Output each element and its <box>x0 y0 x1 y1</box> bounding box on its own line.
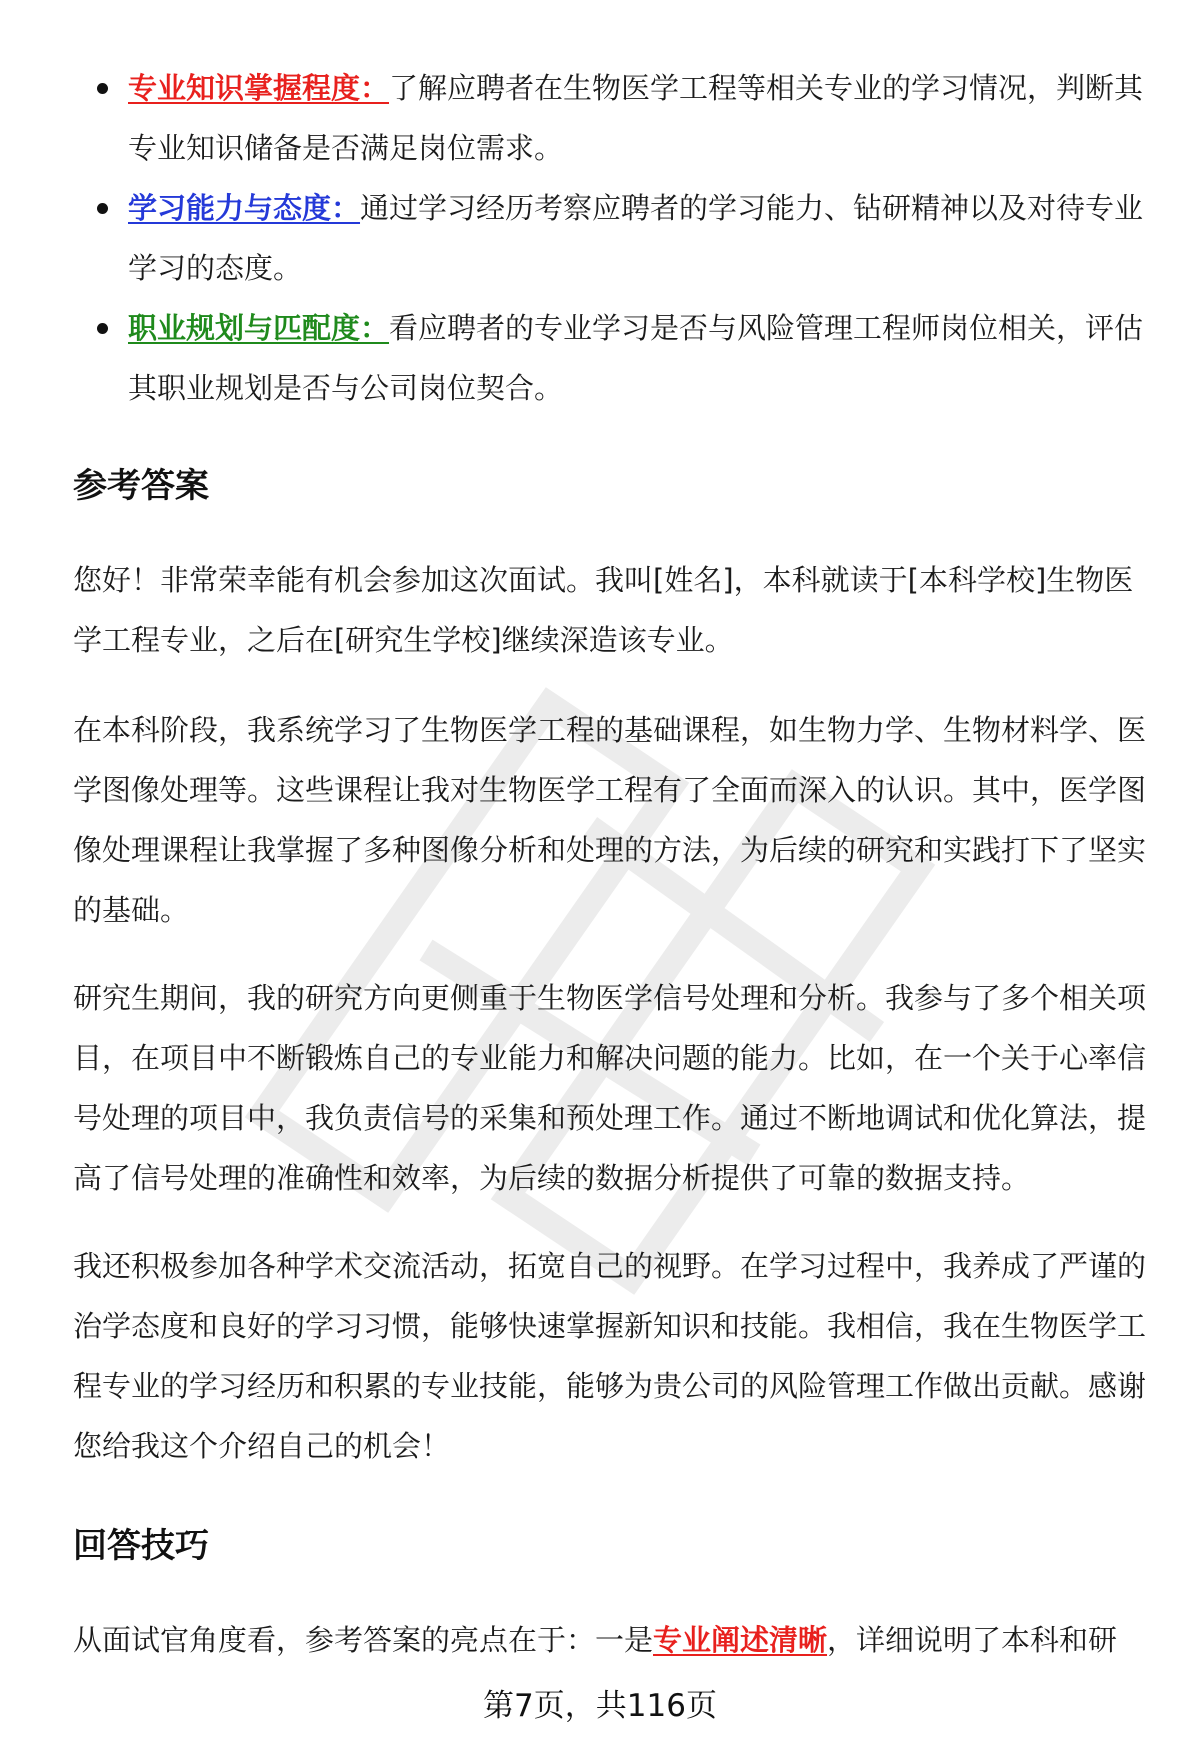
section-title-tips: 回答技巧 <box>73 1526 209 1566</box>
answer-paragraph-4: 我还积极参加各种学术交流活动，拓宽自己的视野。在学习过程中，我养成了严谨的治学态度和良好的学习习惯，能够快速掌握新知识和技能。我相信，我在生物医学工程专业的学习经历和积累的专业技能，能够为贵公司的风险管理工作做出贡献。感谢您给我这个介绍自己的机会！ <box>73 1249 1147 1463</box>
criteria-text: 看应聘者的专业学习是否与风险管理工程师岗位相关，评估其职业规划是否与公司岗位契合。 <box>128 311 1144 405</box>
criteria-list <box>73 58 1153 418</box>
criteria-keyword: 学习能力与态度： <box>128 191 361 225</box>
bullet-dot-icon <box>97 203 108 214</box>
answer-paragraph-3: 研究生期间，我的研究方向更侧重于生物医学信号处理和分析。我参与了多个相关项目，在项目中不断锻炼自己的专业能力和解决问题的能力。比如，在一个关于心率信号处理的项目中，我负责信号的采集和预处理工作。通过不断地调试和优化算法，提高了信号处理的准确性和效率，为后续的数据分析提供了可靠的数据支持。 <box>73 981 1147 1195</box>
criteria-item-learning <box>73 178 1153 298</box>
criteria-item-knowledge <box>73 58 1153 178</box>
bullet-dot-icon <box>97 323 108 334</box>
tips-paragraph <box>73 1610 1153 1670</box>
criteria-item-career <box>73 298 1153 418</box>
criteria-text: 通过学习经历考察应聘者的学习能力、钻研精神以及对待专业学习的态度。 <box>128 191 1144 285</box>
answer-paragraph-1: 您好！非常荣幸能有机会参加这次面试。我叫[姓名]，本科就读于[本科学校]生物医学工程专业，之后在[研究生学校]继续深造该专业。 <box>73 563 1134 657</box>
criteria-text: 了解应聘者在生物医学工程等相关专业的学习情况，判断其专业知识储备是否满足岗位需求。 <box>128 71 1144 165</box>
section-title-answer: 参考答案 <box>73 466 209 506</box>
criteria-keyword: 职业规划与匹配度： <box>128 311 390 345</box>
criteria-keyword: 专业知识掌握程度： <box>128 71 390 105</box>
tips-text-before: 从面试官角度看，参考答案的亮点在于：一是 <box>73 1623 654 1657</box>
answer-paragraph-2: 在本科阶段，我系统学习了生物医学工程的基础课程，如生物力学、生物材料学、医学图像处理等。这些课程让我对生物医学工程有了全面而深入的认识。其中，医学图像处理课程让我掌握了多种图像分析和处理的方法，为后续的研究和实践打下了坚实的基础。 <box>73 713 1147 927</box>
tips-highlight: 专业阐述清晰 <box>653 1623 828 1657</box>
bullet-dot-icon <box>97 83 108 94</box>
page-number-footer: 第7页，共116页 <box>483 1688 717 1724</box>
tips-text-after: ，详细说明了本科和研 <box>827 1623 1118 1657</box>
